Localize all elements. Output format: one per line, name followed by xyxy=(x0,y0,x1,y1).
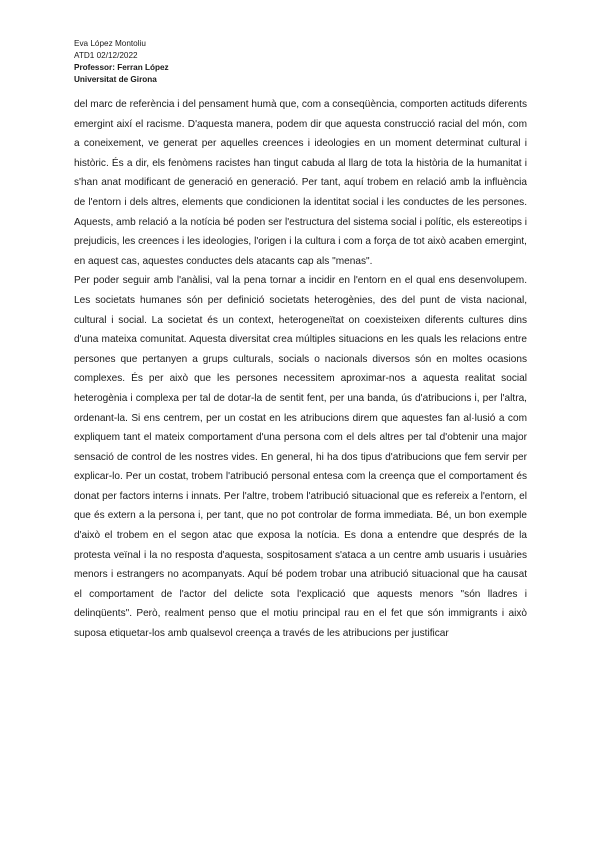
course-date: ATD1 02/12/2022 xyxy=(74,51,138,60)
body-paragraph: Per poder seguir amb l'anàlisi, val la pena tornar a incidir en l'entorn en el qual ens desenvolupem. Les societats humanes són per definició societats heterogènies, des del punt de vista nacional, cultural i social. La societat és un context, heterogeneïtat on coexisteixen diferents cultures dins d'una mateixa comunitat. Aquesta diversitat crea múltiples situacions en les quals les relacions entre persones que pertanyen a grups culturals, socials o nacionals diversos són en moltes ocasions complexes. És per això que les persones necessitem aproximar-nos a aquesta realitat social heterogènia i complexa per tal de dotar-la de sentit fent, per una banda, ús d'atribucions i, per l'altra, ordenant-la. Si ens centrem, per un costat en les atribucions direm que aquestes fan al·lusió a com expliquem tant el mateix comportament d'una persona com el dels altres per tal d'obtenir una major sensació de control de les nostres vides. En general, hi ha dos tipus d'atribucions que fem servir per explicar-lo. Per un costat, trobem l'atribució personal entesa com la creença que el comportament és donat per factors interns i innats. Per l'altre, trobem l'atribució situacional que es refereix a l'entorn, el que és extern a la persona i, per tant, que no pot controlar de forma immediata. Bé, un bon exemple d'això el trobem en el segon atac que exposa la notícia. Es dona a entendre que després de la protesta veïnal i la no resposta d'aquesta, sospitosament s'ataca a un centre amb usuaris i usuàries menors i estrangers no acompanyats. Aquí bé podem trobar una atribució situacional que ha causat el comportament de l'actor del delicte sota l'explicació que aquests menors "són lladres i delinqüents". Però, realment penso que el motiu principal rau en el fet que són immigrants i això suposa etiquetar-los amb qualsevol creença a través de les atribucions per justificar xyxy=(74,275,527,640)
document-body xyxy=(74,95,527,644)
author-name: Eva López Montoliu xyxy=(74,39,146,48)
document-header xyxy=(74,38,169,86)
university-name: Universitat de Girona xyxy=(74,75,157,84)
body-paragraph: del marc de referència i del pensament humà que, com a conseqüència, comporten actituds diferents emergint així el racisme. D'aquesta manera, podem dir que aquesta construcció racial del món, com a coneixement, ve generat per aquelles creences i ideologies en un moment determinat cultural i històric. És a dir, els fenòmens racistes han tingut cabuda al llarg de tota la història de la humanitat i s'han anat modificant de generació en generació. Per tant, aquí trobem en relació amb la influència de l'entorn i dels altres, elements que condicionen la identitat social i les conductes de les persones. Aquests, amb relació a la notícia bé poden ser l'estructura del sistema social i polític, els estereotips i prejudicis, les creences i les ideologies, l'origen i la cultura i com a força de tot això acaben emergint, en aquest cas, aquestes conductes dels atacants cap als "menas". xyxy=(74,99,527,267)
professor-name: Professor: Ferran López xyxy=(74,63,169,72)
